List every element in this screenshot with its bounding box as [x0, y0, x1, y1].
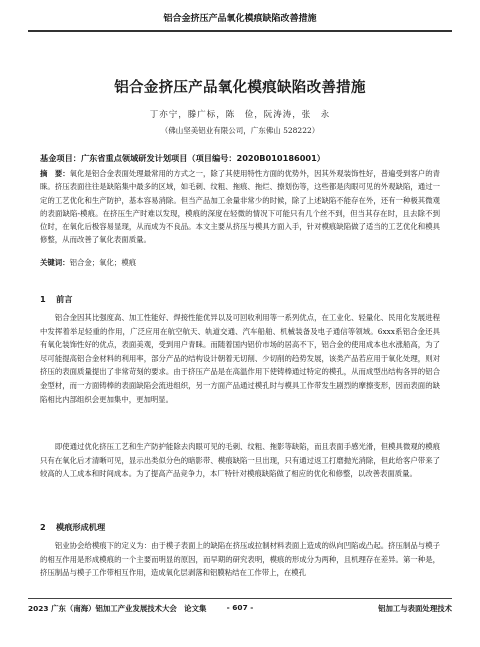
paper-title: 铝合金挤压产品氧化模痕缺陷改善措施: [114, 80, 366, 96]
author-list: 丁亦宁，滕广标，陈 俭，阮涛涛，张 永: [149, 110, 331, 120]
footer-proceedings: 2023 广东（南海）铝加工产业发展技术大会 论文集: [28, 604, 207, 613]
section-heading-2: [40, 522, 105, 533]
keywords-label: 关键词：: [40, 258, 70, 267]
abstract: [40, 167, 440, 247]
section-1-paragraph-1: 铝合金因其比强度高、加工性能好、焊接性能优异以及可回收利用等一系列优点，在工业化、轻量化、民用化发展进程中发挥着举足轻重的作用，广泛应用在航空航天、轨道交通、汽车船舶、机械装备及电子通信等领域。6xxx系铝合金还具有氧化装饰性好的优点，表面美观，受到用户青睐。而随着国内铝价市场的居高不下，铝合金的使用成本也水涨船高，为了尽可能提高铝合金材料的利用率，部分产品的结构设计朝着无切削、少切削的趋势发展，该类产品若应用于氧化处理，则对挤压的表面质量提出了非常苛刻的要求。由于挤压产品是在高温作用下使铸棒通过特定的模孔，从而成型出结构各异的铝合金型材，而一方面铸棒的表面缺陷会流进组织，另一方面产品通过模孔时与模具工作带发生剧烈的摩擦变形，因而表面的缺陷相比内部组织会更加集中，更加明显。: [40, 313, 440, 404]
section-number: 2: [40, 522, 46, 532]
running-head: 铝合金挤压产品氧化模痕缺陷改善措施: [28, 8, 452, 32]
section-number: 1: [40, 294, 46, 304]
abstract-label: 摘 要：: [40, 169, 70, 178]
section-title: 前言: [56, 294, 73, 304]
page-footer: [28, 598, 452, 617]
keywords: [40, 257, 440, 269]
keywords-text: 铝合金；氧化；模痕: [69, 258, 137, 267]
section-1-paragraph-2: 即使通过优化挤压工艺和生产防护能除去肉眼可见的毛刺、纹粗、拖影等缺陷，而且表面手感光滑，但模具微观的模痕只有在氧化后才清晰可见，显示出类似分色的暗影带、模痕缺陷一旦出现，只有通过返工打磨抛光消除，但此给客户带来了较高的人工成本和时间成本。为了提高产品竞争力，本厂特针对模痕缺陷做了相应的优化和修整，以改善表面质量。: [40, 442, 440, 479]
abstract-text: 氧化是铝合金表面处理最常用的方式之一，除了其使用特性方面的优势外，因其外观装饰性好，普遍受到客户的青睐。挤压表面往往是缺陷集中最多的区域，如毛刺、纹粗、拖痕、拖烂、擦划伤等，这些都是肉眼可见的外观缺陷，通过一定的工艺优化和生产防护，基本容易消除。但当产品加工余量非常少的时候，除了上述缺陷不能存在外，还有一种极其微观的表面缺陷-模痕。在挤压生产时难以发现，模痕的深度在轻微的情况下可能只有几个丝不到，但当其存在时，且去除不到位时，在氧化后极容易显现，从而成为不良品。本文主要从挤压与模具方面入手，针对模痕缺陷做了适当的工艺优化和模具修整，从而改善了氧化表面质量。: [40, 169, 440, 245]
page-number: - 607 -: [226, 603, 254, 612]
section-title: 模痕形成机理: [56, 522, 106, 532]
fund-note: 基金项目：广东省重点领域研发计划项目（项目编号：2020B010186001）: [40, 153, 325, 163]
footer-topic: 铝加工与表面处理技术: [378, 604, 452, 613]
section-2-paragraph-1: 铝业协会给模痕下的定义为：由于模子表面上的缺陷在挤压或拉制材料表面上造成的纵向凹陷或凸起。挤压制品与模子的相互作用是形成模痕的一个主要而明显的原因，而早期的研究表明，模痕的形成分为两种，且机理存在差异。第一种是，挤压制品与模子工作带相互作用，造成氧化层剥落和铝膜粘结在工作带上，在模孔: [40, 541, 440, 578]
section-heading-1: [40, 294, 72, 305]
affiliation: （佛山坚美铝业有限公司，广东佛山 528222）: [160, 126, 320, 135]
